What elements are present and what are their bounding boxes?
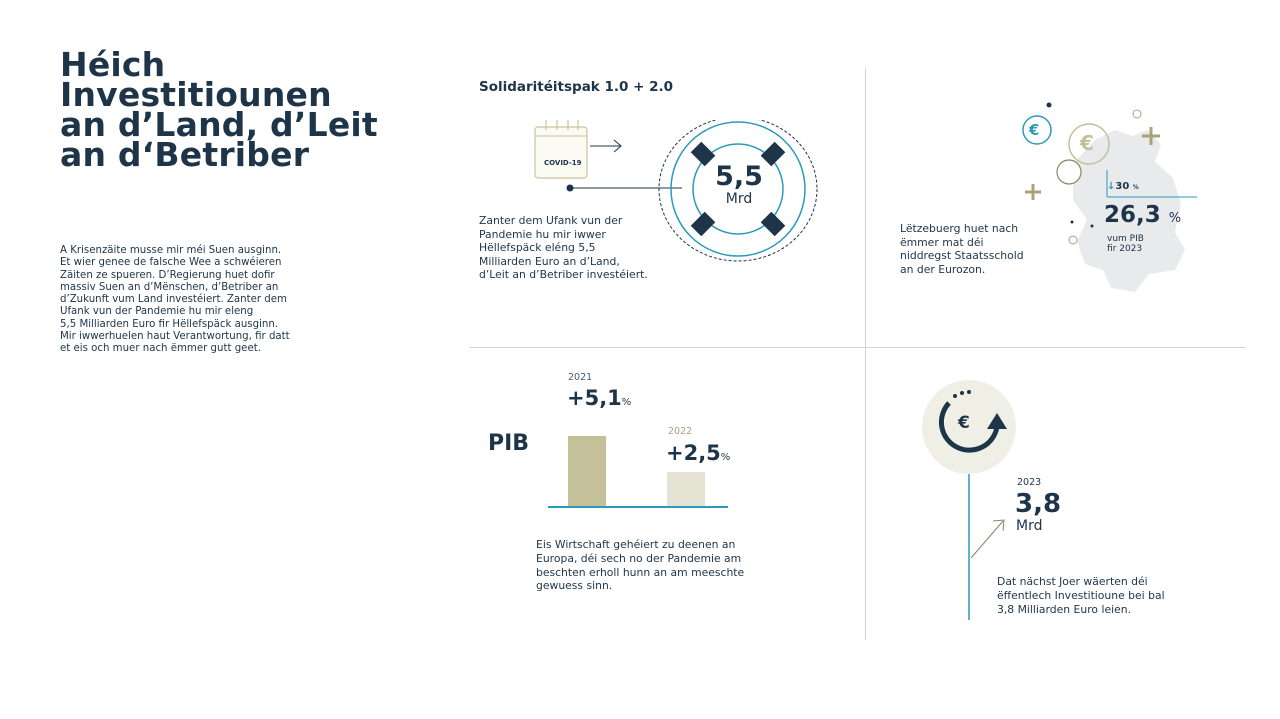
text-line: ëffentlech Investitioune bei bal — [997, 589, 1165, 602]
pib-year-2021: 2021 — [568, 372, 593, 383]
pib-bar-2021 — [568, 436, 606, 506]
pib-text — [536, 538, 826, 593]
debt-drop-unit: % — [1132, 184, 1139, 191]
intro-line: 5,5 Milliarden Euro fir Hëllefspäck ausginn. — [60, 318, 279, 330]
debt-drop: ↓30 % — [1107, 181, 1139, 192]
solidarity-title: Solidaritéitspak 1.0 + 2.0 — [479, 79, 674, 95]
euro-icon: € — [958, 413, 970, 433]
debt-value-unit: % — [1168, 211, 1182, 226]
debt-sub-line: vum PIB — [1107, 234, 1144, 244]
debt-sub-line: fir 2023 — [1107, 244, 1143, 254]
page-title — [60, 45, 400, 174]
pib-growth-unit: % — [621, 397, 632, 408]
investment-year: 2023 — [1017, 477, 1042, 488]
intro-line: et eis och muer nach ëmmer gutt geet. — [60, 343, 261, 355]
intro-line: Zäiten ze spueren. D’Regierung huet dofir — [60, 269, 275, 281]
text-line: Eis Wirtschaft gehéiert zu deenen an — [536, 538, 736, 551]
text-line: Pandemie hu mir iwwer — [479, 227, 606, 241]
title-line: an d’Land, d’Leit — [60, 105, 378, 144]
text-line: Milliarden Euro an d’Land, — [479, 254, 620, 268]
text-line: beschten erholl hunn an am meeschte — [536, 565, 745, 579]
vertical-divider — [865, 68, 866, 640]
text-line: Hëllefspäck eléng 5,5 — [479, 241, 596, 254]
intro-line: Et wier genee de falsche Wee a schwéieren — [60, 257, 282, 269]
debt-text — [900, 222, 1080, 276]
debt-value — [1104, 202, 1181, 228]
horizontal-divider — [470, 347, 1246, 348]
intro-line: Ufank vun der Pandemie hu mir eleng — [60, 306, 254, 318]
intro-line: massiv Suen an d’Mënschen, d’Betriber an — [60, 281, 279, 293]
text-line: d’Leit an d’Betriber investéiert. — [479, 268, 648, 281]
euro-coin-icon: € — [1029, 121, 1040, 139]
euro-coin-icon: € — [1080, 131, 1094, 155]
pib-label: PIB — [488, 431, 530, 456]
pib-year-2022: 2022 — [668, 426, 693, 437]
text-line: Europa, déi sech no der Pandemie am — [536, 551, 742, 565]
text-line: 3,8 Milliarden Euro leien. — [997, 603, 1132, 616]
text-line: Dat nächst Joer wäerten déi — [997, 575, 1148, 588]
title-line: an d‘Betriber — [60, 135, 310, 174]
pib-growth-2022 — [666, 441, 730, 465]
calendar-label: COVID-19 — [544, 159, 582, 167]
pib-baseline — [548, 506, 728, 508]
intro-paragraph — [60, 245, 345, 356]
text-line: Zanter dem Ufank vun der — [479, 214, 623, 227]
title-line: Héich — [60, 45, 166, 84]
solidarity-text — [479, 214, 679, 282]
investment-text — [997, 575, 1217, 617]
text-line: niddregst Staatsschold — [900, 249, 1024, 262]
pib-growth-unit: % — [720, 452, 731, 463]
text-line: Lëtzebuerg huet nach — [900, 222, 1019, 235]
debt-drop-value: 30 — [1115, 181, 1130, 192]
solidarity-unit: Mrd — [725, 191, 753, 207]
pib-growth-value: +2,5 — [666, 441, 721, 465]
investment-unit: Mrd — [1016, 518, 1043, 534]
text-line: gewuess sinn. — [536, 579, 613, 593]
solidarity-value: 5,5 — [715, 161, 763, 192]
pib-growth-value: +5,1 — [567, 386, 622, 410]
debt-value-number: 26,3 — [1104, 202, 1161, 228]
pib-bar-2022 — [667, 472, 705, 506]
intro-line: A Krisenzäite musse mir méi Suen ausginn. — [60, 245, 282, 256]
intro-line: d’Zukunft vum Land investéiert. Zanter dem — [60, 294, 287, 306]
text-line: ëmmer mat déi — [900, 235, 984, 249]
debt-subtitle — [1107, 234, 1144, 254]
investment-value: 3,8 — [1015, 489, 1062, 519]
intro-line: Mir iwwerhuelen haut Verantwortung, fir datt — [60, 331, 290, 343]
text-line: an der Eurozon. — [900, 262, 986, 276]
pib-growth-2021 — [567, 386, 631, 410]
title-line: Investitiounen — [60, 75, 332, 114]
